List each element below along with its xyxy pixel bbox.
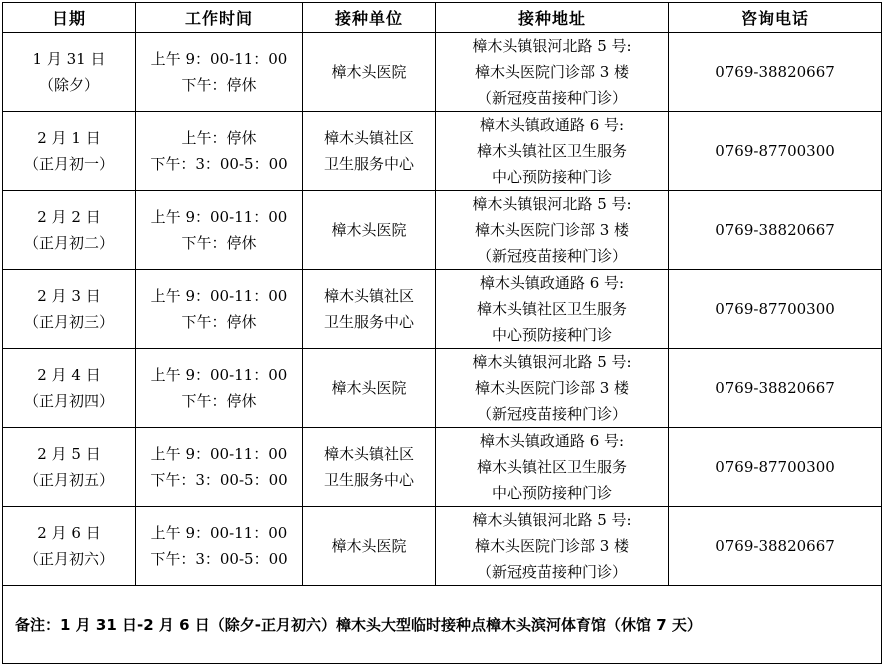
note-row [3, 586, 882, 664]
date-cell-line: 2 月 2 日 [37, 208, 101, 226]
vaccination-address-cell-line: 中心预防接种门诊 [491, 168, 612, 186]
vaccination-unit-cell-line: 卫生服务中心 [323, 471, 414, 489]
date-cell-line: （正月初四） [23, 392, 114, 410]
vaccination-address-cell [436, 428, 669, 507]
date-cell [3, 191, 136, 270]
table-row [3, 349, 882, 428]
date-cell [3, 349, 136, 428]
vaccination-unit-cell [303, 191, 436, 270]
vaccination-address-cell [436, 349, 669, 428]
vaccination-address-cell-line: 樟木头镇社区卫生服务 [476, 300, 627, 318]
vaccination-schedule-table [2, 2, 882, 664]
work-time-cell-line: 上午 9：00-11：00 [150, 287, 288, 305]
vaccination-unit-cell-line: 樟木头医院 [331, 379, 407, 397]
vaccination-address-cell [436, 33, 669, 112]
work-time-cell [136, 428, 303, 507]
vaccination-address-cell-line: 樟木头镇政通路 6 号: [479, 116, 625, 134]
vaccination-address-cell-line: 中心预防接种门诊 [491, 326, 612, 344]
work-time-cell-line: 上午 9：00-11：00 [150, 366, 288, 384]
phone-cell: 0769-38820667 [669, 33, 882, 112]
vaccination-address-cell [436, 270, 669, 349]
work-time-cell-line: 上午 9：00-11：00 [150, 208, 288, 226]
header-row [3, 3, 882, 33]
table-row [3, 33, 882, 112]
vaccination-unit-cell-line: 樟木头镇社区 [323, 445, 414, 463]
vaccination-unit-cell-line: 卫生服务中心 [323, 155, 414, 173]
header-phone: 咨询电话 [669, 3, 882, 33]
phone-cell: 0769-38820667 [669, 191, 882, 270]
vaccination-unit-cell [303, 33, 436, 112]
vaccination-address-cell-line: 樟木头医院门诊部 3 楼 [474, 221, 630, 239]
work-time-cell [136, 270, 303, 349]
vaccination-address-cell-line: 樟木头镇政通路 6 号: [479, 432, 625, 450]
date-cell-line: 2 月 4 日 [37, 366, 101, 384]
note-text: 备注：1 月 31 日-2 月 6 日（除夕-正月初六）樟木头大型临时接种点樟木头滨河体育馆（休馆 7 天） [3, 586, 882, 664]
header-vaccination-unit: 接种单位 [303, 3, 436, 33]
vaccination-address-cell-line: （新冠疫苗接种门诊） [476, 89, 627, 107]
vaccination-address-cell-line: 樟木头镇银河北路 5 号: [472, 37, 632, 55]
table-row [3, 270, 882, 349]
date-cell-line: （除夕） [38, 76, 99, 94]
work-time-cell-line: 下午：停休 [181, 392, 257, 410]
vaccination-address-cell-line: （新冠疫苗接种门诊） [476, 247, 627, 265]
phone-cell: 0769-87700300 [669, 112, 882, 191]
vaccination-unit-cell-line: 樟木头医院 [331, 221, 407, 239]
phone-cell: 0769-87700300 [669, 428, 882, 507]
schedule-sheet [2, 2, 881, 634]
header-vaccination-address: 接种地址 [436, 3, 669, 33]
work-time-cell-line: 上午 9：00-11：00 [150, 524, 288, 542]
schedule-body [3, 33, 882, 586]
work-time-cell-line: 下午：3：00-5：00 [150, 550, 288, 568]
date-cell-line: 2 月 3 日 [37, 287, 101, 305]
vaccination-unit-cell [303, 428, 436, 507]
work-time-cell-line: 上午 9：00-11：00 [150, 50, 288, 68]
date-cell-line: （正月初一） [23, 155, 114, 173]
date-cell-line: （正月初二） [23, 234, 114, 252]
date-cell [3, 33, 136, 112]
work-time-cell-line: 下午：停休 [181, 313, 257, 331]
vaccination-address-cell [436, 112, 669, 191]
vaccination-address-cell-line: 樟木头镇银河北路 5 号: [472, 195, 632, 213]
vaccination-unit-cell-line: 樟木头镇社区 [323, 287, 414, 305]
date-cell-line: 2 月 5 日 [37, 445, 101, 463]
date-cell [3, 507, 136, 586]
vaccination-address-cell-line: 樟木头医院门诊部 3 楼 [474, 379, 630, 397]
work-time-cell [136, 191, 303, 270]
header-work-time: 工作时间 [136, 3, 303, 33]
vaccination-unit-cell-line: 卫生服务中心 [323, 313, 414, 331]
table-row [3, 112, 882, 191]
work-time-cell-line: 上午 9：00-11：00 [150, 445, 288, 463]
work-time-cell [136, 349, 303, 428]
vaccination-address-cell-line: （新冠疫苗接种门诊） [476, 563, 627, 581]
vaccination-unit-cell-line: 樟木头医院 [331, 63, 407, 81]
vaccination-address-cell [436, 507, 669, 586]
vaccination-address-cell-line: 樟木头镇社区卫生服务 [476, 142, 627, 160]
work-time-cell-line: 下午：3：00-5：00 [150, 155, 288, 173]
date-cell [3, 112, 136, 191]
work-time-cell-line: 下午：3：00-5：00 [150, 471, 288, 489]
work-time-cell-line: 下午：停休 [181, 234, 257, 252]
table-row [3, 191, 882, 270]
vaccination-address-cell-line: 樟木头镇社区卫生服务 [476, 458, 627, 476]
date-cell-line: （正月初三） [23, 313, 114, 331]
table-row [3, 507, 882, 586]
date-cell-line: （正月初六） [23, 550, 114, 568]
date-cell-line: 2 月 6 日 [37, 524, 101, 542]
table-row [3, 428, 882, 507]
vaccination-address-cell-line: 樟木头医院门诊部 3 楼 [474, 537, 630, 555]
vaccination-address-cell-line: 中心预防接种门诊 [491, 484, 612, 502]
phone-cell: 0769-87700300 [669, 270, 882, 349]
vaccination-unit-cell-line: 樟木头医院 [331, 537, 407, 555]
work-time-cell [136, 112, 303, 191]
vaccination-address-cell-line: 樟木头镇银河北路 5 号: [472, 511, 632, 529]
vaccination-address-cell-line: 樟木头镇政通路 6 号: [479, 274, 625, 292]
work-time-cell [136, 33, 303, 112]
vaccination-address-cell [436, 191, 669, 270]
header-date: 日期 [3, 3, 136, 33]
date-cell-line: 1 月 31 日 [32, 50, 106, 68]
vaccination-address-cell-line: 樟木头镇银河北路 5 号: [472, 353, 632, 371]
date-cell-line: 2 月 1 日 [37, 129, 101, 147]
date-cell [3, 270, 136, 349]
work-time-cell-line: 下午：停休 [181, 76, 257, 94]
phone-cell: 0769-38820667 [669, 507, 882, 586]
vaccination-unit-cell [303, 507, 436, 586]
vaccination-address-cell-line: 樟木头医院门诊部 3 楼 [474, 63, 630, 81]
vaccination-unit-cell [303, 270, 436, 349]
vaccination-unit-cell [303, 112, 436, 191]
date-cell-line: （正月初五） [23, 471, 114, 489]
vaccination-address-cell-line: （新冠疫苗接种门诊） [476, 405, 627, 423]
vaccination-unit-cell [303, 349, 436, 428]
date-cell [3, 428, 136, 507]
work-time-cell [136, 507, 303, 586]
work-time-cell-line: 上午：停休 [181, 129, 257, 147]
vaccination-unit-cell-line: 樟木头镇社区 [323, 129, 414, 147]
phone-cell: 0769-38820667 [669, 349, 882, 428]
